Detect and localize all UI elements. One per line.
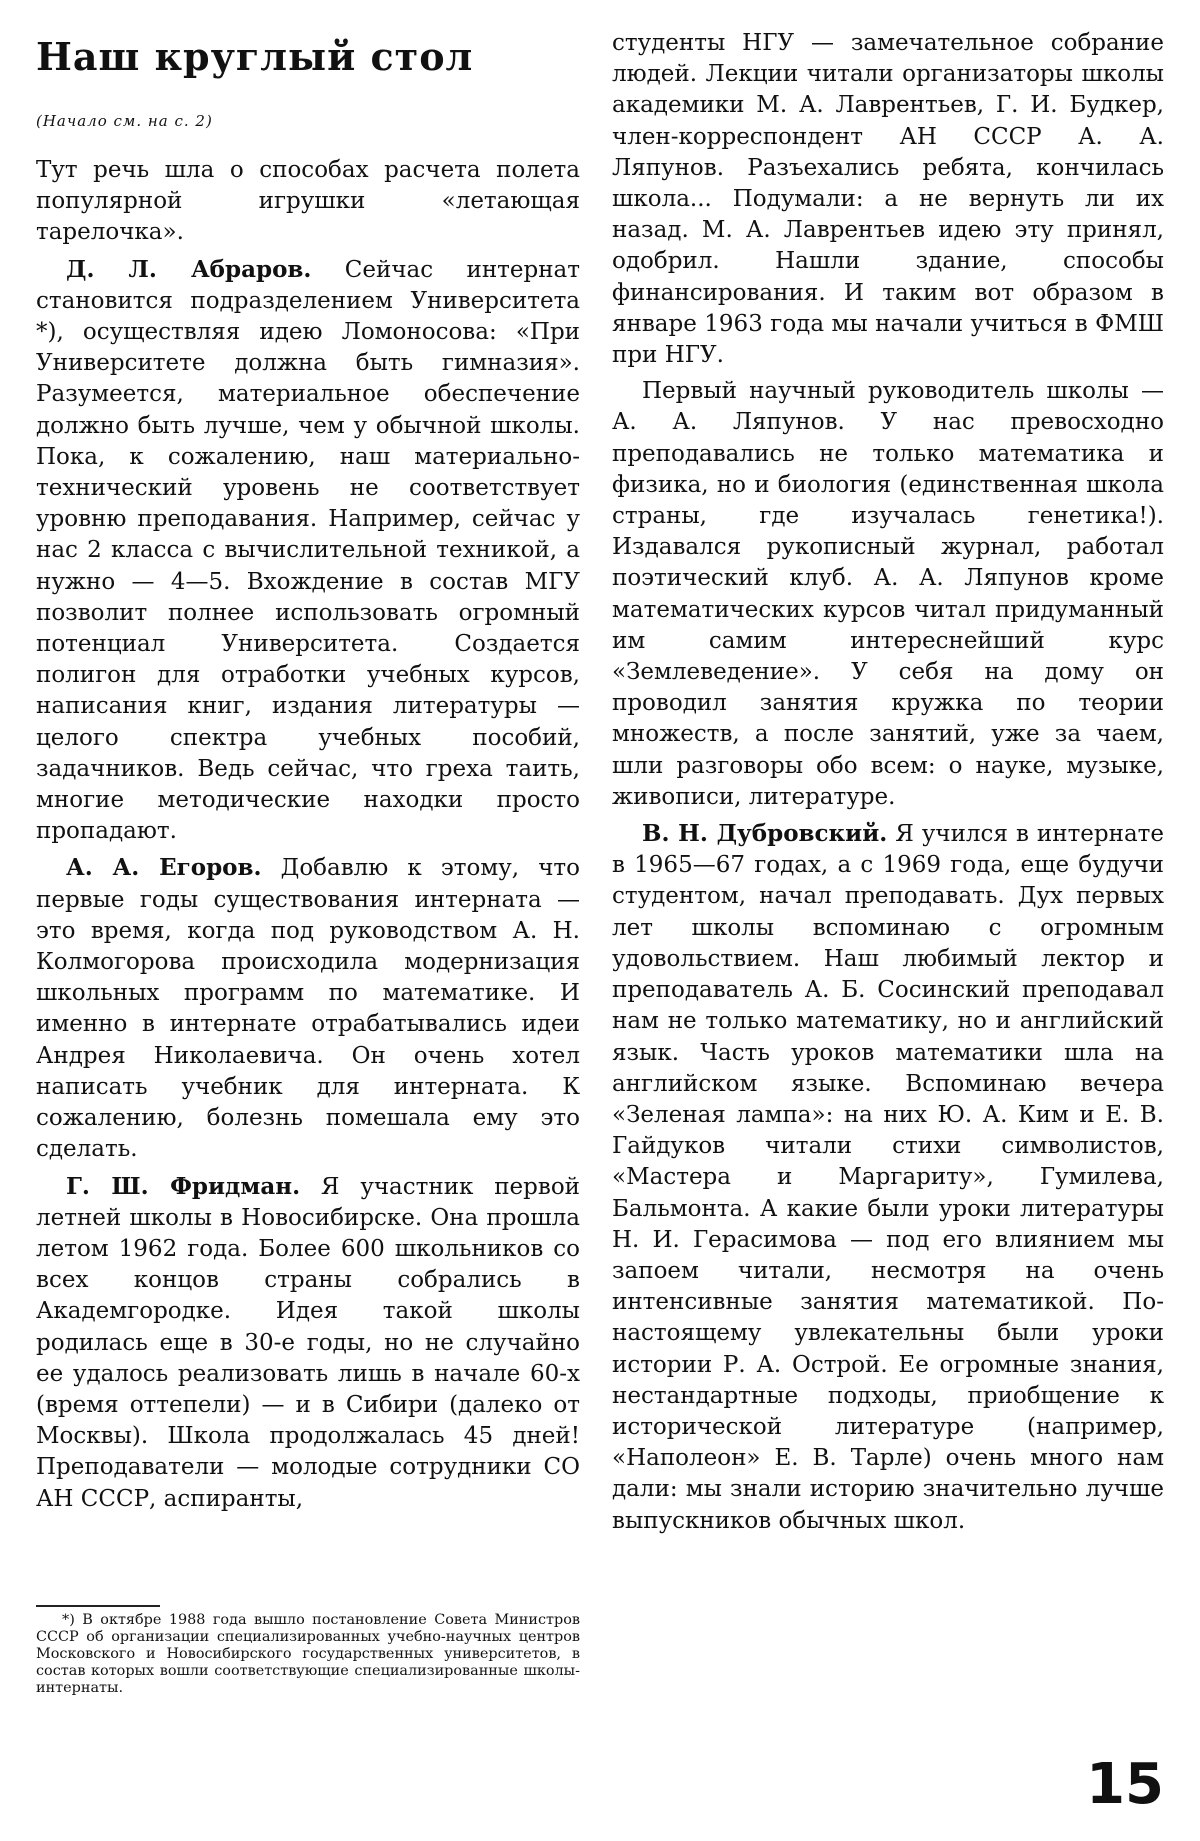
paragraph-egorov	[36, 852, 580, 1165]
paragraph-fridman	[36, 1171, 580, 1515]
page-number: 15	[1086, 1752, 1164, 1817]
right-column	[612, 28, 1164, 1542]
continuation-note: (Начало см. на с. 2)	[36, 112, 213, 130]
speaker-name: Г. Ш. Фридман.	[66, 1172, 301, 1200]
paragraph-abrarov	[36, 254, 580, 848]
paragraph-lyapunov: Первый научный руководитель школы — А. А. Ляпунов. У нас превосходно преподавались не только математика и физика, но и биология (единственная школа страны, где изучалась генетика!). Издавался рукописный журнал, работал поэтический клуб. А. А. Ляпунов кроме математических курсов читал придуманный им самим интереснейший курс «Землеведение». У себя на дому он проводил занятия кружка по теории множеств, а после занятий, уже за чаем, шли разговоры обо всем: о науке, музыке, живописи, литературе.	[612, 378, 1164, 810]
paragraph-dubrovsky	[612, 818, 1164, 1537]
speaker-name: В. Н. Дубровский.	[642, 820, 888, 848]
article-title: Наш круглый стол	[36, 34, 474, 79]
intro-paragraph: Тут речь шла о способах расчета полета популярной игрушки «летающая тарелочка».	[36, 157, 580, 246]
speaker-name: А. А. Егоров.	[66, 854, 262, 882]
paragraph-continuation: студенты НГУ — замечательное собрание людей. Лекции читали организаторы школы академики М. А. Лаврентьев, Г. И. Будкер, член-корреспондент АН СССР А. А. Ляпунов. Разъехались ребята, кончилась школа... Подумали: а не вернуть ли их назад. М. А. Лаврентьев идею эту принял, одобрил. Нашли здание, способы финансирования. И таким вот образом в январе 1963 года мы начали учиться в ФМШ при НГУ.	[612, 30, 1164, 369]
speaker-name: Д. Л. Абраров.	[66, 255, 312, 283]
footnote-divider	[36, 1605, 160, 1607]
paragraph-text: Добавлю к этому, что первые годы существования интерната — это время, когда под руководством А. Н. Колмогорова происходила модернизация школьных программ по математике. И именно в интернате отрабатывались идеи Андрея Николаевича. Он очень хотел написать учебник для интерната. К сожалению, болезнь помешала ему это сделать.	[36, 855, 581, 1163]
paragraph-text: Я учился в интернате в 1965—67 годах, а с 1969 года, еще будучи студентом, начал преподавать. Дух первых лет школы вспоминаю с огромным удовольствием. Наш любимый лектор и преподаватель А. Б. Сосинский преподавал нам не только математику, но и английский язык. Часть уроков математики шла на английском языке. Вспоминаю вечера «Зеленая лампа»: на них Ю. А. Ким и Е. В. Гайдуков читали стихи символистов, «Мастера и Маргариту», Гумилева, Бальмонта. А какие были уроки литературы Н. И. Герасимова — под его влиянием мы запоем читали, несмотря на очень интенсивные занятия математикой. По-настоящему увлекательны были уроки истории Р. А. Острой. Ее огромные знания, нестандартные подходы, приобщение к исторической литературе (например, «Наполеон» Е. В. Тарле) очень много нам дали: мы знали историю значительно лучше выпускников обычных школ.	[612, 821, 1165, 1534]
left-column	[36, 155, 580, 1520]
paragraph-text: Я участник первой летней школы в Новосибирске. Она прошла летом 1962 года. Более 600 школьников со всех концов страны собрались в Академгородке. Идея такой школы родилась еще в 30-е годы, но не случайно ее удалось реализовать лишь в начале 60-х (время оттепели) — и в Сибири (далеко от Москвы). Школа продолжалась 45 дней! Преподаватели — молодые сотрудники СО АН СССР, аспиранты,	[36, 1173, 581, 1512]
footnote: *) В октябре 1988 года вышло постановление Совета Министров СССР об организации специализированных учебно-научных центров Московского и Новосибирского государственных университетов, в состав которых вошли соответствующие специализированные школы-интернаты.	[36, 1612, 580, 1696]
paragraph-text: Сейчас интернат становится подразделением Университета *), осуществляя идею Ломоносова: «При Университете должна быть гимназия». Разумеется, материальное обеспечение должно быть лучше, чем у обычной школы. Пока, к сожалению, наш материально-технический уровень не соответствует уровню преподавания. Например, сейчас у нас 2 класса с вычислительной техникой, а нужно — 4—5. Вхождение в состав МГУ позволит полнее использовать огромный потенциал Университета. Создается полигон для отработки учебных курсов, написания книг, издания литературы — целого спектра учебных пособий, задачников. Ведь сейчас, что греха таить, многие методические находки просто пропадают.	[36, 256, 580, 845]
